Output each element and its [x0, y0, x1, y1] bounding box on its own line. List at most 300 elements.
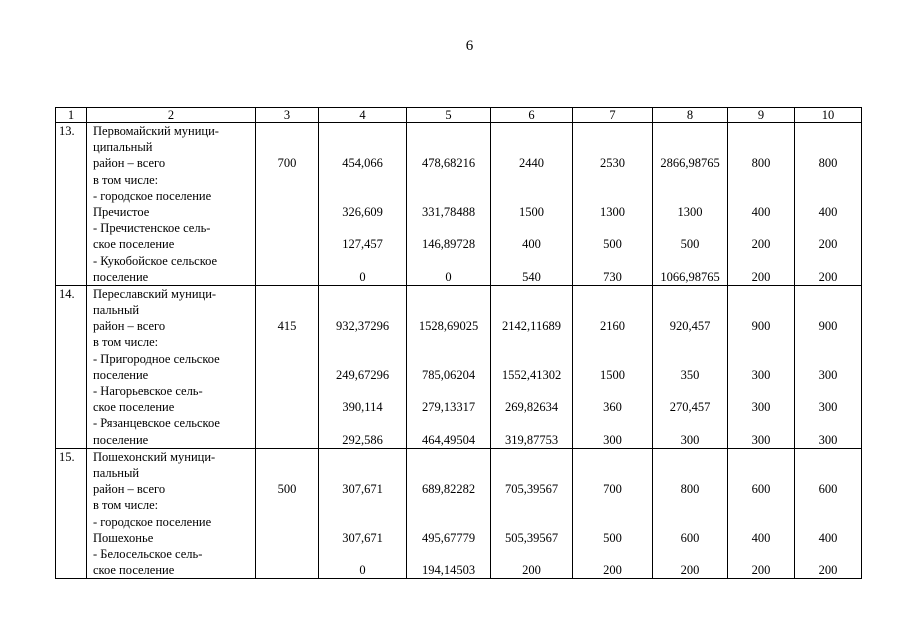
value-line	[256, 253, 318, 269]
value-line	[573, 139, 652, 155]
value-line: 600	[680, 530, 700, 545]
value-line	[653, 383, 727, 399]
value-line	[407, 334, 490, 350]
value-line: 800	[680, 482, 700, 497]
value-line	[491, 383, 572, 399]
value-cell-col-7	[573, 448, 653, 579]
value-line	[407, 188, 490, 204]
value-line: 300	[603, 432, 622, 447]
value-line	[728, 465, 794, 481]
value-cell-col-9	[728, 285, 795, 448]
value-line	[573, 188, 652, 204]
value-line	[256, 415, 318, 431]
value-line	[256, 562, 318, 578]
value-cell-col-9	[728, 448, 795, 579]
value-line	[573, 351, 652, 367]
value-line	[653, 351, 727, 367]
district-name-cell	[87, 123, 256, 286]
value-line	[491, 188, 572, 204]
value-line	[256, 286, 318, 302]
value-cell-col-8	[653, 123, 728, 286]
header-row	[56, 108, 862, 123]
value-line	[653, 465, 727, 481]
value-line: 200	[603, 563, 622, 578]
value-line	[653, 302, 727, 318]
value-line	[653, 514, 727, 530]
value-line	[573, 383, 652, 399]
value-line	[256, 399, 318, 415]
value-line	[795, 139, 861, 155]
table-body	[56, 108, 862, 579]
value-line	[407, 351, 490, 367]
value-cell-col-8	[653, 285, 728, 448]
value-line	[795, 546, 861, 562]
value-line	[653, 139, 727, 155]
value-line	[728, 383, 794, 399]
value-line: 319,87753	[504, 432, 559, 447]
value-line	[573, 302, 652, 318]
value-cell-col-7	[573, 285, 653, 448]
value-line	[319, 449, 406, 465]
district-name-line: поселение	[93, 269, 149, 284]
value-line	[728, 302, 794, 318]
value-line: 400	[818, 530, 838, 545]
header-cell: 7	[573, 108, 653, 123]
value-cell-col-10	[795, 285, 862, 448]
value-line: 2866,98765	[660, 156, 720, 171]
header-cell: 4	[319, 108, 407, 123]
value-line	[573, 220, 652, 236]
value-line	[491, 465, 572, 481]
value-line: 478,68216	[421, 156, 476, 171]
header-cell: 8	[653, 108, 728, 123]
value-line	[728, 188, 794, 204]
value-line: 360	[603, 400, 622, 415]
value-line	[319, 302, 406, 318]
value-line: 540	[522, 269, 541, 284]
value-line	[491, 351, 572, 367]
value-cell-col-8	[653, 448, 728, 579]
value-line	[573, 465, 652, 481]
value-line	[795, 123, 861, 139]
value-line: 600	[751, 482, 771, 497]
header-cell: 1	[56, 108, 87, 123]
value-line	[319, 286, 406, 302]
district-name-line: Переславский муници-	[93, 286, 217, 301]
value-line	[653, 123, 727, 139]
value-line	[256, 302, 318, 318]
value-line	[653, 415, 727, 431]
value-line: 900	[751, 319, 771, 334]
value-line	[795, 514, 861, 530]
value-line	[728, 449, 794, 465]
district-name-line: поселение	[93, 432, 149, 447]
district-name-line: в том числе:	[93, 498, 159, 513]
value-line: 1066,98765	[660, 269, 720, 284]
table-row	[56, 123, 862, 286]
value-cell-col-9	[728, 123, 795, 286]
district-name-line: - Пречистенское сель-	[93, 221, 211, 236]
value-line	[256, 546, 318, 562]
value-line	[728, 415, 794, 431]
value-line: 600	[818, 482, 838, 497]
district-name-line: - Пригородное сельское	[93, 351, 220, 366]
district-name-line: ское поселение	[93, 400, 175, 415]
value-line: 0	[359, 269, 366, 284]
value-line	[407, 465, 490, 481]
value-line: 800	[751, 156, 771, 171]
value-line: 400	[818, 204, 838, 219]
district-name-cell	[87, 285, 256, 448]
value-line	[407, 172, 490, 188]
value-line: 292,586	[342, 432, 383, 447]
row-number: 14.	[59, 286, 75, 301]
value-line: 300	[818, 400, 838, 415]
value-line	[653, 253, 727, 269]
value-line	[319, 220, 406, 236]
value-line: 932,37296	[335, 319, 390, 334]
value-line	[407, 302, 490, 318]
district-name-line: ципальный	[93, 140, 153, 155]
value-line	[491, 302, 572, 318]
value-line: 146,89728	[421, 237, 476, 252]
district-name-line: район – всего	[93, 482, 166, 497]
value-line	[728, 220, 794, 236]
value-line: 785,06204	[421, 367, 476, 382]
header-cell: 5	[407, 108, 491, 123]
value-line	[256, 449, 318, 465]
district-name-line: - Кукобойское сельское	[93, 253, 218, 268]
district-name-line: поселение	[93, 367, 149, 382]
value-line	[407, 514, 490, 530]
value-line: 269,82634	[504, 400, 559, 415]
district-name-line: в том числе:	[93, 335, 159, 350]
district-name-line: - городское поселение	[93, 514, 212, 529]
value-cell-col-5	[407, 123, 491, 286]
value-line	[573, 172, 652, 188]
value-line: 249,67296	[335, 367, 390, 382]
value-cell-col-4	[319, 123, 407, 286]
value-line	[795, 220, 861, 236]
value-line	[256, 123, 318, 139]
value-line	[728, 286, 794, 302]
value-cell-col-5	[407, 285, 491, 448]
value-line: 500	[603, 530, 622, 545]
value-line	[319, 465, 406, 481]
value-line: 920,457	[669, 319, 711, 334]
value-line: 127,457	[342, 237, 383, 252]
value-line	[319, 514, 406, 530]
value-line	[653, 334, 727, 350]
value-line: 200	[751, 563, 771, 578]
table-row	[56, 285, 862, 448]
row-number: 15.	[59, 449, 75, 464]
value-line	[491, 546, 572, 562]
value-line	[795, 302, 861, 318]
value-line	[728, 139, 794, 155]
value-line	[795, 253, 861, 269]
value-line	[573, 546, 652, 562]
value-line: 200	[818, 563, 838, 578]
district-name-line: ское поселение	[93, 237, 175, 252]
value-line	[256, 465, 318, 481]
page-number: 6	[465, 38, 474, 54]
value-line: 350	[680, 367, 700, 382]
row-number-cell	[56, 448, 87, 579]
value-line	[407, 123, 490, 139]
district-name-line: ское поселение	[93, 563, 175, 578]
value-line	[491, 334, 572, 350]
value-line: 689,82282	[421, 482, 476, 497]
value-line: 200	[751, 269, 771, 284]
value-line: 0	[445, 269, 452, 284]
table-row	[56, 448, 862, 579]
value-line	[795, 449, 861, 465]
value-line	[407, 139, 490, 155]
value-line: 307,671	[342, 530, 383, 545]
value-line	[728, 514, 794, 530]
value-line	[573, 449, 652, 465]
value-line: 400	[751, 530, 771, 545]
value-line: 326,609	[342, 204, 383, 219]
value-line	[256, 514, 318, 530]
value-line	[573, 253, 652, 269]
value-line: 1500	[519, 204, 544, 219]
district-name-line: пальный	[93, 303, 140, 318]
value-line	[728, 546, 794, 562]
header-cell: 2	[87, 108, 256, 123]
value-line	[795, 465, 861, 481]
value-line	[653, 286, 727, 302]
value-line	[795, 286, 861, 302]
value-line	[319, 415, 406, 431]
value-line	[795, 172, 861, 188]
value-line	[573, 334, 652, 350]
value-line	[319, 351, 406, 367]
value-line: 500	[680, 237, 700, 252]
value-line: 1552,41302	[501, 367, 562, 382]
value-line	[256, 172, 318, 188]
value-line	[319, 139, 406, 155]
value-line	[491, 220, 572, 236]
value-line	[795, 188, 861, 204]
value-line	[256, 497, 318, 513]
value-line	[795, 497, 861, 513]
district-name-line: - Нагорьевское сель-	[93, 384, 203, 398]
district-name-line: район – всего	[93, 319, 166, 334]
value-cell-col-10	[795, 123, 862, 286]
value-line	[653, 172, 727, 188]
value-line	[407, 220, 490, 236]
district-name-line: - городское поселение	[93, 188, 212, 203]
value-line	[491, 172, 572, 188]
value-line: 300	[818, 432, 838, 447]
value-line: 1528,69025	[418, 319, 479, 334]
value-line	[728, 497, 794, 513]
value-line	[653, 188, 727, 204]
value-line: 200	[818, 269, 838, 284]
value-line	[407, 497, 490, 513]
value-line: 200	[751, 237, 771, 252]
value-line	[256, 220, 318, 236]
value-line	[319, 383, 406, 399]
value-line	[407, 415, 490, 431]
value-cell-col-4	[319, 448, 407, 579]
value-line	[407, 253, 490, 269]
value-line	[795, 383, 861, 399]
value-line: 700	[603, 482, 622, 497]
header-cell: 9	[728, 108, 795, 123]
value-line: 390,114	[342, 400, 383, 415]
value-line	[728, 123, 794, 139]
data-table	[55, 107, 862, 579]
value-line: 200	[522, 563, 541, 578]
value-cell-col-3	[256, 123, 319, 286]
value-line	[256, 236, 318, 252]
value-line	[407, 286, 490, 302]
value-line	[795, 351, 861, 367]
value-line	[256, 188, 318, 204]
value-line: 270,457	[669, 400, 711, 415]
value-line: 331,78488	[421, 204, 476, 219]
district-name-cell	[87, 448, 256, 579]
value-line	[491, 286, 572, 302]
value-line: 454,066	[342, 156, 383, 171]
value-line: 400	[522, 237, 541, 252]
value-line	[573, 286, 652, 302]
value-line: 730	[603, 269, 622, 284]
value-line: 1300	[677, 204, 703, 219]
value-line: 300	[751, 400, 771, 415]
row-number-cell	[56, 123, 87, 286]
value-line: 495,67779	[421, 530, 476, 545]
value-line	[319, 172, 406, 188]
header-cell: 6	[491, 108, 573, 123]
value-line: 500	[277, 482, 297, 497]
value-line	[795, 334, 861, 350]
value-line	[319, 546, 406, 562]
value-cell-col-6	[491, 448, 573, 579]
value-line	[407, 383, 490, 399]
district-name-line: - Белосельское сель-	[93, 546, 203, 561]
value-line	[653, 449, 727, 465]
value-line: 400	[751, 204, 771, 219]
value-line: 2160	[600, 319, 625, 334]
value-line	[728, 351, 794, 367]
value-cell-col-3	[256, 285, 319, 448]
value-line	[319, 334, 406, 350]
value-line	[653, 220, 727, 236]
header-cell: 10	[795, 108, 862, 123]
value-line	[491, 497, 572, 513]
value-line	[491, 415, 572, 431]
value-line	[795, 415, 861, 431]
value-line	[491, 514, 572, 530]
value-cell-col-7	[573, 123, 653, 286]
value-line	[256, 383, 318, 399]
value-line	[256, 204, 318, 220]
value-cell-col-6	[491, 285, 573, 448]
value-line	[319, 253, 406, 269]
value-line: 1300	[600, 204, 625, 219]
value-line	[256, 432, 318, 448]
value-line	[407, 546, 490, 562]
district-name-line: Пошехонье	[93, 530, 154, 545]
value-line	[573, 497, 652, 513]
district-name-line: Первомайский муници-	[93, 124, 219, 138]
value-cell-col-5	[407, 448, 491, 579]
value-line: 2530	[600, 156, 625, 171]
value-line: 279,13317	[421, 400, 476, 415]
value-line	[728, 172, 794, 188]
value-line	[256, 139, 318, 155]
value-line	[256, 367, 318, 383]
value-line	[573, 415, 652, 431]
value-line: 1500	[600, 367, 625, 382]
value-line: 194,14503	[421, 563, 476, 578]
value-line	[319, 497, 406, 513]
value-line: 300	[818, 367, 838, 382]
value-line	[653, 497, 727, 513]
value-line: 300	[751, 432, 771, 447]
value-line	[573, 123, 652, 139]
value-line	[319, 123, 406, 139]
district-name-line: Пошехонский муници-	[93, 449, 216, 464]
district-name-line: в том числе:	[93, 172, 159, 187]
value-line: 415	[277, 319, 297, 334]
district-name-line: район – всего	[93, 156, 166, 171]
value-line: 200	[818, 237, 838, 252]
value-line: 500	[603, 237, 622, 252]
value-cell-col-4	[319, 285, 407, 448]
value-line: 307,671	[342, 482, 383, 497]
district-name-line: Пречистое	[93, 204, 150, 219]
value-line	[319, 188, 406, 204]
value-cell-col-3	[256, 448, 319, 579]
value-line	[256, 351, 318, 367]
value-line	[256, 269, 318, 285]
value-line	[728, 334, 794, 350]
value-line	[653, 546, 727, 562]
value-line	[491, 253, 572, 269]
value-line: 0	[359, 563, 366, 578]
value-line	[491, 123, 572, 139]
value-line	[491, 449, 572, 465]
value-cell-col-6	[491, 123, 573, 286]
value-line: 300	[751, 367, 771, 382]
district-name-line: пальный	[93, 465, 140, 480]
row-number-cell	[56, 285, 87, 448]
row-number: 13.	[59, 124, 75, 138]
value-line: 300	[680, 432, 700, 447]
header-cell: 3	[256, 108, 319, 123]
value-line	[573, 514, 652, 530]
value-line	[491, 139, 572, 155]
value-cell-col-10	[795, 448, 862, 579]
value-line	[407, 449, 490, 465]
value-line: 900	[818, 319, 838, 334]
value-line: 200	[680, 563, 700, 578]
value-line: 2142,11689	[502, 319, 561, 334]
value-line: 464,49504	[421, 432, 476, 447]
value-line: 705,39567	[504, 482, 559, 497]
value-line	[728, 253, 794, 269]
district-name-line: - Рязанцевское сельское	[93, 416, 220, 431]
value-line	[256, 334, 318, 350]
value-line	[256, 530, 318, 546]
value-line: 2440	[519, 156, 544, 171]
value-line: 800	[818, 156, 838, 171]
